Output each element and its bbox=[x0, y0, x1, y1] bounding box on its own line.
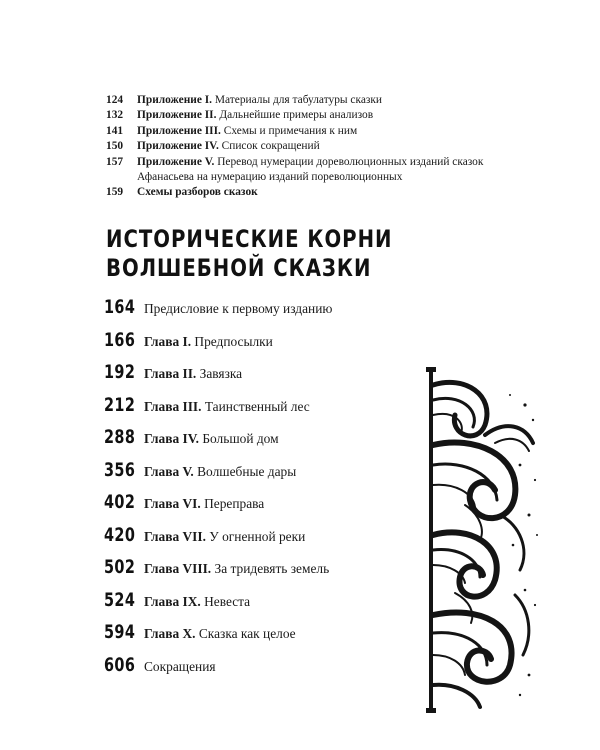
chapter-name: Предисловие к первому изданию bbox=[144, 301, 333, 316]
chapter-label: Глава IX. bbox=[144, 593, 201, 609]
chapter-title bbox=[144, 561, 329, 577]
toc-entry bbox=[137, 155, 486, 186]
chapter-title bbox=[144, 626, 296, 642]
chapter-label: Глава V. bbox=[144, 463, 194, 479]
toc-page-number: 132 bbox=[106, 109, 124, 122]
chapter-page-number: 164 bbox=[104, 297, 136, 318]
chapter-page-number: 502 bbox=[104, 557, 136, 578]
chapter-title bbox=[144, 334, 273, 350]
chapter-name: Большой дом bbox=[199, 431, 279, 446]
chapter-title bbox=[144, 529, 305, 545]
toc-entry bbox=[137, 124, 357, 139]
chapter-title bbox=[144, 659, 216, 675]
chapter-title bbox=[144, 464, 296, 480]
toc-entry-bold: Приложение IV. bbox=[137, 140, 219, 153]
chapter-title bbox=[144, 431, 279, 447]
chapter-name: Предпосылки bbox=[191, 333, 273, 349]
toc-entry-text: Схемы и примечания к ним bbox=[220, 124, 358, 137]
toc-row[interactable] bbox=[106, 185, 486, 200]
chapter-row[interactable] bbox=[104, 622, 424, 655]
chapter-label: Глава I. bbox=[144, 333, 192, 349]
chapter-label: Глава VIII. bbox=[144, 561, 212, 576]
chapter-title bbox=[144, 496, 264, 512]
chapter-row[interactable] bbox=[104, 557, 424, 590]
chapter-label: Глава VI. bbox=[144, 496, 201, 511]
chapter-label: Глава II. bbox=[144, 366, 197, 381]
toc-page-number: 141 bbox=[106, 124, 124, 137]
chapter-title bbox=[144, 301, 332, 317]
chapter-row[interactable] bbox=[104, 362, 424, 395]
toc-page-number: 150 bbox=[106, 140, 124, 153]
toc-entry bbox=[137, 185, 258, 200]
toc-page-number: 159 bbox=[106, 186, 124, 199]
toc-row[interactable] bbox=[106, 124, 486, 139]
toc-entry-text: Список сокращений bbox=[218, 140, 320, 153]
chapter-name: Завязка bbox=[196, 366, 243, 381]
section-title-line-2: ВОЛШЕБНОЙ СКАЗКИ bbox=[106, 254, 372, 282]
chapter-page-number: 212 bbox=[104, 394, 136, 416]
chapter-page-number: 420 bbox=[104, 524, 136, 546]
chapter-name: Волшебные дары bbox=[193, 463, 297, 479]
chapter-list bbox=[104, 297, 424, 687]
chapter-page-number: 402 bbox=[104, 492, 136, 513]
chapter-row[interactable] bbox=[104, 492, 424, 525]
chapter-label: Глава III. bbox=[144, 398, 202, 414]
toc-entry bbox=[137, 93, 382, 108]
chapter-title bbox=[144, 366, 242, 382]
chapter-name: Невеста bbox=[200, 593, 251, 609]
chapter-title bbox=[144, 594, 250, 610]
chapter-page-number: 192 bbox=[104, 362, 136, 383]
section-title bbox=[106, 225, 393, 283]
chapter-row[interactable] bbox=[104, 460, 424, 493]
toc-entry-text: Дальнейшие примеры анализов bbox=[216, 109, 374, 122]
toc-entry-bold: Приложение III. bbox=[137, 124, 221, 137]
chapter-name: За тридевять земель bbox=[211, 561, 330, 576]
chapter-row[interactable] bbox=[104, 427, 424, 460]
chapter-label: Глава VII. bbox=[144, 528, 206, 544]
chapter-row[interactable] bbox=[104, 297, 424, 330]
chapter-row[interactable] bbox=[104, 330, 424, 363]
toc-row[interactable] bbox=[106, 108, 486, 123]
toc-entry-bold: Приложение I. bbox=[137, 94, 213, 106]
toc-page-number: 157 bbox=[106, 155, 124, 168]
chapter-label: Глава X. bbox=[144, 626, 196, 641]
toc-entry-text: Перевод нумерации дореволюционных изданий сказок Афанасьева на нумерацию изданий пореволюционных bbox=[137, 155, 484, 184]
chapter-row[interactable] bbox=[104, 590, 424, 623]
chapter-row[interactable] bbox=[104, 395, 424, 428]
toc-entry-bold: Приложение V. bbox=[137, 155, 215, 168]
chapter-page-number: 606 bbox=[104, 654, 136, 676]
toc-row[interactable] bbox=[106, 139, 486, 154]
chapter-page-number: 288 bbox=[104, 427, 136, 448]
chapter-name: Таинственный лес bbox=[201, 398, 310, 414]
toc-page-number: 124 bbox=[106, 94, 124, 106]
toc-entry bbox=[137, 139, 320, 154]
chapter-page-number: 594 bbox=[104, 622, 136, 643]
toc-entry bbox=[137, 108, 373, 123]
toc-row[interactable] bbox=[106, 155, 486, 186]
chapter-row[interactable] bbox=[104, 525, 424, 558]
chapter-label: Глава IV. bbox=[144, 431, 199, 446]
toc-entry-bold: Приложение II. bbox=[137, 109, 217, 122]
chapter-name: Сказка как целое bbox=[195, 626, 296, 641]
appendix-toc bbox=[106, 93, 486, 201]
chapter-page-number: 524 bbox=[104, 589, 136, 611]
chapter-name: Переправа bbox=[200, 496, 265, 511]
chapter-name: У огненной реки bbox=[205, 528, 306, 544]
chapter-row[interactable] bbox=[104, 655, 424, 688]
toc-row[interactable] bbox=[106, 93, 486, 108]
section-title-line-1: ИСТОРИЧЕСКИЕ КОРНИ bbox=[106, 225, 393, 253]
chapter-title bbox=[144, 399, 310, 415]
toc-entry-bold: Схемы разборов сказок bbox=[137, 186, 258, 199]
chapter-page-number: 356 bbox=[104, 459, 136, 481]
toc-entry-text: Материалы для табулатуры сказки bbox=[212, 94, 383, 106]
firebird-ornament-icon bbox=[425, 365, 540, 715]
chapter-name: Сокращения bbox=[144, 658, 216, 674]
chapter-page-number: 166 bbox=[104, 329, 136, 351]
